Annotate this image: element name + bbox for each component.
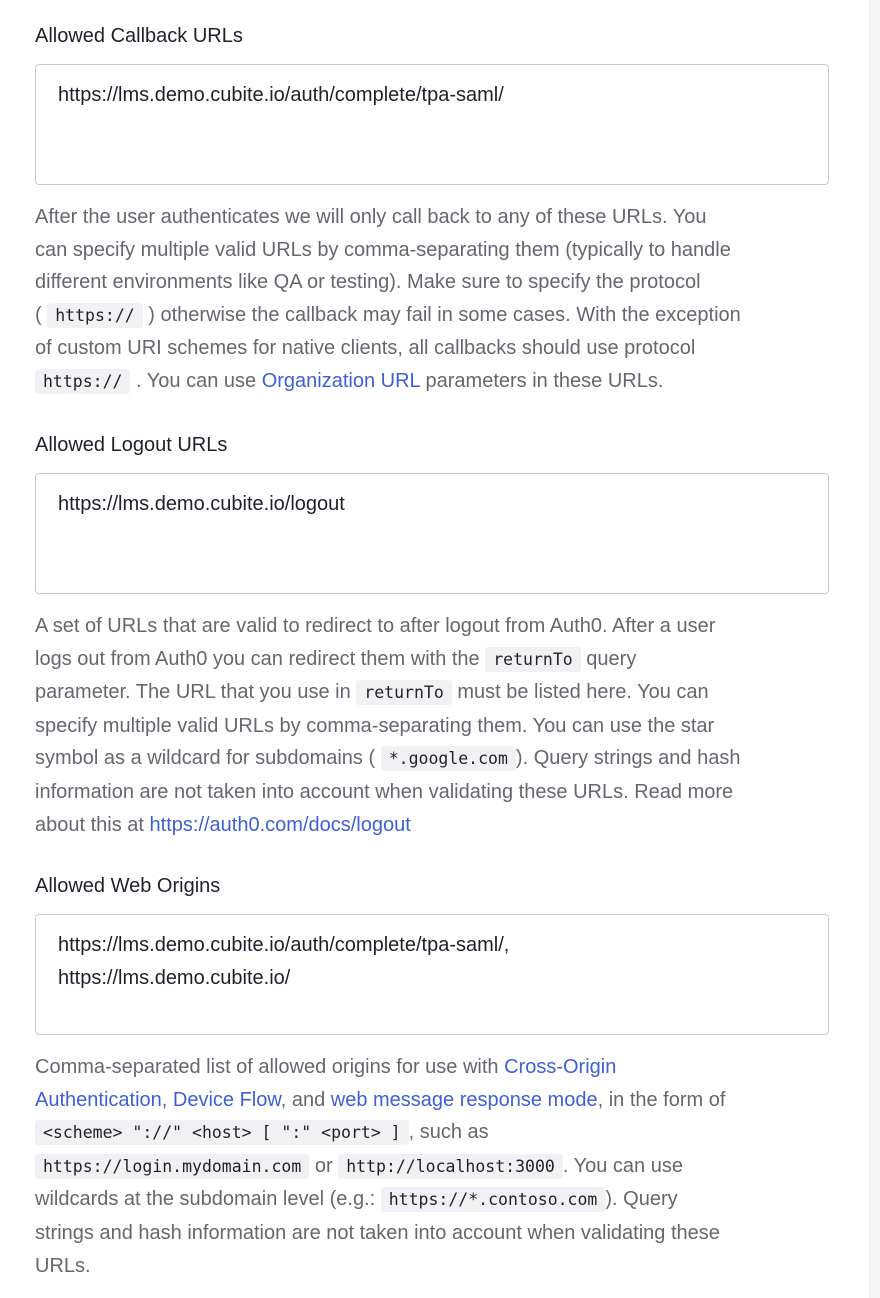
code-snippet: http://localhost:3000	[338, 1154, 563, 1179]
help-text: ,	[161, 1088, 168, 1111]
logout-urls-field	[35, 433, 829, 841]
help-text: ). Query strings and hash	[515, 747, 741, 770]
help-text: , such as	[408, 1121, 489, 1144]
web-origins-input[interactable]	[35, 914, 829, 1035]
code-snippet: https://login.mydomain.com	[35, 1154, 309, 1179]
help-line	[35, 1084, 829, 1117]
code-snippet: *.google.com	[381, 746, 516, 771]
help-text: can specify multiple valid URLs by comma-separating them (typically to handle	[35, 238, 731, 261]
cross-origin-auth-link-part1[interactable]: Cross-Origin	[504, 1056, 617, 1078]
help-text: parameter. The URL that you use in	[35, 681, 351, 704]
web-origins-label: Allowed Web Origins	[35, 875, 221, 897]
cross-origin-auth-link-part2[interactable]: Authentication	[35, 1088, 162, 1111]
callback-urls-input[interactable]	[35, 64, 829, 185]
help-line	[35, 1051, 829, 1084]
logout-docs-link[interactable]: https://auth0.com/docs/logout	[149, 813, 411, 836]
help-text: URLs.	[35, 1254, 91, 1277]
web-message-response-mode-link[interactable]: web message response mode	[330, 1088, 598, 1111]
logout-urls-help	[35, 610, 829, 841]
help-text: parameters in these URLs.	[425, 369, 664, 392]
device-flow-link[interactable]: Device Flow	[172, 1088, 281, 1111]
help-line	[35, 1116, 829, 1150]
help-line	[35, 643, 829, 677]
callback-urls-help	[35, 201, 829, 399]
code-snippet: https://	[47, 303, 142, 328]
web-origins-help	[35, 1051, 829, 1282]
code-snippet: returnTo	[356, 680, 451, 705]
help-text: must be listed here. You can	[457, 681, 709, 704]
help-text: specify multiple valid URLs by comma-separating them. You can use the star	[35, 714, 715, 737]
callback-urls-value[interactable]: https://lms.demo.cubite.io/auth/complete/tpa-saml/	[58, 84, 504, 106]
code-snippet: https://	[35, 369, 130, 394]
help-text: of custom URI schemes for native clients, all callbacks should use protocol	[35, 337, 696, 360]
help-text: Comma-separated list of allowed origins for use with	[35, 1056, 499, 1078]
help-text: , in the form of	[597, 1088, 726, 1111]
help-text: symbol as a wildcard for subdomains (	[35, 747, 376, 770]
web-origins-field	[35, 874, 829, 1282]
help-text: After the user authenticates we will only call back to any of these URLs. You	[35, 206, 707, 228]
help-text: logs out from Auth0 you can redirect them with the	[35, 647, 480, 670]
logout-urls-input[interactable]	[35, 473, 829, 594]
help-text: different environments like QA or testing). Make sure to specify the protocol	[35, 271, 701, 294]
help-text: , and	[280, 1088, 326, 1111]
help-line	[35, 742, 829, 776]
code-snippet: https://*.contoso.com	[381, 1187, 606, 1212]
help-text: query	[586, 647, 637, 670]
help-line	[35, 1150, 829, 1184]
help-line	[35, 676, 829, 710]
logout-urls-label: Allowed Logout URLs	[35, 434, 228, 456]
help-text: strings and hash information are not taken into account when validating these	[35, 1221, 720, 1244]
web-origins-value-line[interactable]: https://lms.demo.cubite.io/	[58, 967, 291, 989]
callback-urls-field	[35, 24, 829, 399]
web-origins-value-line[interactable]: https://lms.demo.cubite.io/auth/complete/tpa-saml/,	[58, 934, 510, 956]
help-text: A set of URLs that are valid to redirect to after logout from Auth0. After a user	[35, 615, 716, 637]
help-text: ) otherwise the callback may fail in some cases. With the exception	[148, 303, 741, 326]
organization-url-link[interactable]: Organization URL	[261, 369, 420, 392]
help-text: about this at	[35, 813, 144, 836]
help-text: or	[314, 1154, 333, 1177]
help-text: wildcards at the subdomain level (e.g.:	[35, 1188, 376, 1211]
callback-urls-label: Allowed Callback URLs	[35, 25, 243, 47]
code-snippet: <scheme> "://" <host> [ ":" <port> ]	[35, 1120, 409, 1145]
help-text: (	[35, 303, 42, 326]
help-line	[35, 299, 829, 333]
code-snippet: returnTo	[485, 647, 580, 672]
help-line	[35, 365, 829, 399]
help-text: information are not taken into account when validating these URLs. Read more	[35, 780, 734, 803]
logout-urls-value[interactable]: https://lms.demo.cubite.io/logout	[58, 493, 345, 515]
help-text: ). Query	[605, 1188, 678, 1211]
scrollbar-track[interactable]	[869, 0, 880, 1298]
help-text: . You can use	[136, 369, 257, 392]
help-text: . You can use	[562, 1154, 683, 1177]
help-line	[35, 1183, 829, 1217]
help-line	[35, 809, 829, 842]
